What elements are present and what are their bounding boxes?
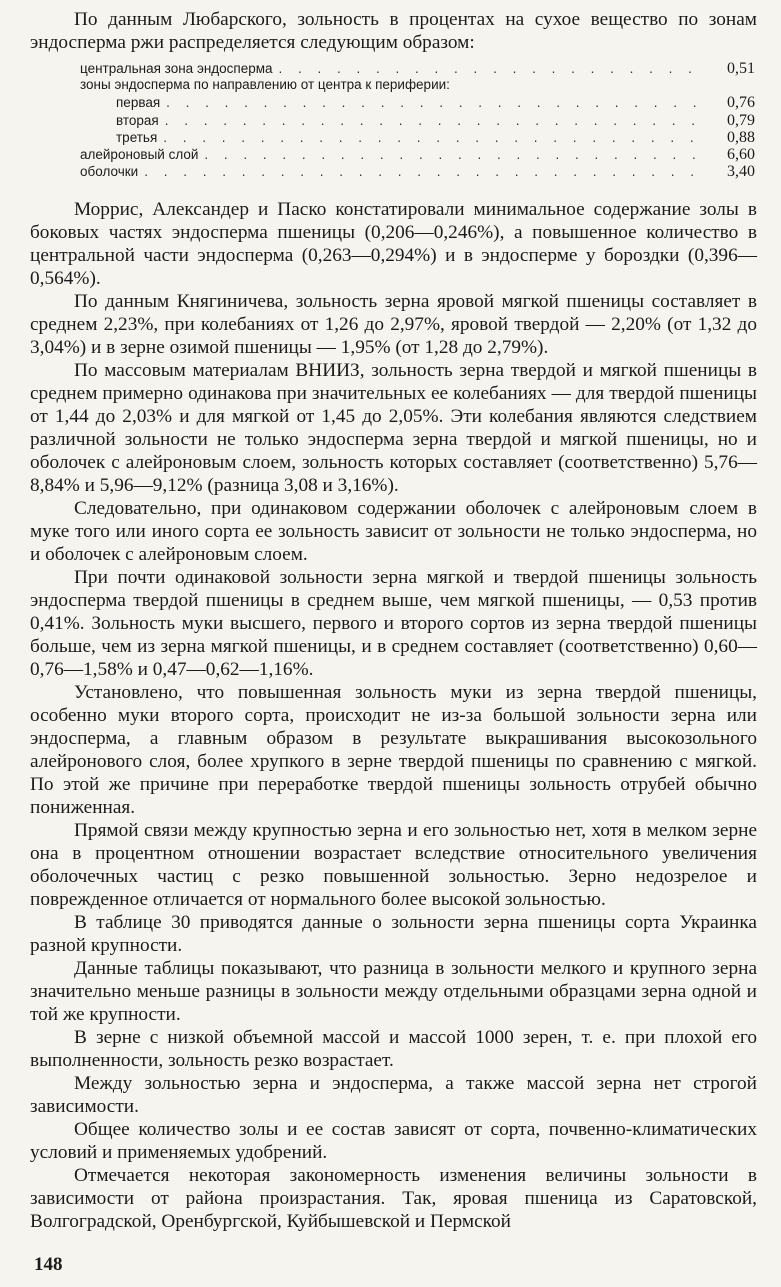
body-paragraph: В таблице 30 приводятся данные о зольности зерна пшеницы сорта Украинка разной крупности. xyxy=(30,912,757,957)
intro-paragraph: По данным Любарского, зольность в процентах на сухое вещество по зонам эндосперма ржи распределяется следующим образом: xyxy=(30,9,757,53)
ash-zones-list xyxy=(30,60,757,180)
ash-zone-label: оболочки xyxy=(80,164,139,180)
ash-zone-row xyxy=(80,77,755,94)
ash-zone-row xyxy=(80,60,755,77)
ash-zone-label: первая xyxy=(116,95,161,111)
dot-leader xyxy=(279,61,705,76)
ash-zone-label: вторая xyxy=(116,112,159,128)
dot-leader xyxy=(166,95,705,110)
body-paragraph: Данные таблицы показывают, что разница в зольности мелкого и крупного зерна значительно меньше разницы в зольности между отдельными образцами зерна одной и той же крупности. xyxy=(30,958,757,1026)
ash-zone-label: алейроновый слой xyxy=(80,146,199,162)
body-paragraph: Установлено, что повышенная зольность муки из зерна твердой пшеницы, особенно муки второго сорта, происходит не из-за большой зольности зерна или эндосперма, а главным образом в результате выкрашивания высокозольного алейронового слоя, более хрупкого в зерне твердой пшеницы по сравнению с мягкой. По этой же причине при переработке твердой пшеницы зольность отрубей обычно пониженная. xyxy=(30,682,757,819)
dot-leader xyxy=(165,113,705,128)
body-paragraph: Между зольностью зерна и эндосперма, а также массой зерна нет строгой зависимости. xyxy=(30,1073,757,1118)
ash-zone-row xyxy=(80,129,755,146)
ash-zone-label: центральная зона эндосперма xyxy=(80,61,273,76)
ash-zone-value: 0,76 xyxy=(727,94,755,112)
body-paragraph: Следовательно, при одинаковом содержании оболочек с алейроновым слоем в муке того или иного сорта ее зольность зависит от зольности не только эндосперма, но и оболочек с алейроновым слоем. xyxy=(30,498,757,566)
ash-zone-row xyxy=(80,163,755,180)
body-paragraph: Моррис, Александер и Паско констатировали минимальное содержание золы в боковых частях эндосперма пшеницы (0,206—0,246%), а повышенное количество в центральной части эндосперма (0,263—0,294%) и в эндосперме у бороздки (0,396—0,564%). xyxy=(30,199,757,290)
ash-zone-value: 0,51 xyxy=(727,60,755,77)
ash-zone-row xyxy=(80,112,755,129)
ash-zone-row xyxy=(80,94,755,111)
body-paragraph: Общее количество золы и ее состав зависят от сорта, почвенно-климатических условий и применяемых удобрений. xyxy=(30,1119,757,1164)
body-paragraph: Прямой связи между крупностью зерна и его зольностью нет, хотя в мелком зерне она в процентном отношении возрастает вследствие относительного увеличения оболочечных частиц с резко повышенной зольностью. Зерно недозрелое и поврежденное отличается от нормального более высокой зольностью. xyxy=(30,820,757,911)
dot-leader xyxy=(204,147,705,162)
ash-zone-value: 6,60 xyxy=(727,145,755,163)
dot-leader xyxy=(144,164,705,179)
body-text xyxy=(30,198,757,1233)
body-paragraph: Отмечается некоторая закономерность изменения величины зольности в зависимости от района произрастания. Так, яровая пшеница из Саратовской, Волгоградской, Оренбургской, Куйбышевской и Пермской xyxy=(30,1165,757,1233)
ash-zone-value: 0,79 xyxy=(727,111,755,129)
dot-leader xyxy=(163,130,705,145)
body-paragraph: По массовым материалам ВНИИЗ, зольность зерна твердой и мягкой пшеницы в среднем примерно одинакова при значительных ее колебаниях — для твердой пшеницы от 1,44 до 2,03% и для мягкой от 1,45 до 2,05%. Эти колебания являются следствием различной зольности не только эндосперма зерна твердой и мягкой пшеницы, но и оболочек с алейроновым слоем, зольность которых составляет (соответственно) 5,76—8,84% и 5,96—9,12% (разница 3,08 и 3,16%). xyxy=(30,360,757,497)
body-paragraph: По данным Княгиничева, зольность зерна яровой мягкой пшеницы составляет в среднем 2,23%, при колебаниях от 1,26 до 2,97%, яровой твердой — 2,20% (от 1,32 до 3,04%) и в зерне озимой пшеницы — 1,95% (от 1,28 до 2,79%). xyxy=(30,291,757,359)
page-number: 148 xyxy=(34,1254,63,1275)
ash-zone-row xyxy=(80,146,755,163)
body-paragraph: В зерне с низкой объемной массой и массой 1000 зерен, т. е. при плохой его выполненности, зольность резко возрастает. xyxy=(30,1027,757,1072)
ash-zone-label: третья xyxy=(116,129,158,145)
ash-zone-value: 3,40 xyxy=(727,163,755,181)
body-paragraph: При почти одинаковой зольности зерна мягкой и твердой пшеницы зольность эндосперма твердой пшеницы в среднем выше, чем мягкой пшеницы, — 0,53 против 0,41%. Зольность муки высшего, первого и второго сортов из зерна твердой пшеницы больше, чем из зерна мягкой пшеницы, и в среднем составляет (соответственно) 0,60—0,76—1,58% и 0,47—0,62—1,16%. xyxy=(30,567,757,681)
ash-zone-value: 0,88 xyxy=(727,128,755,146)
ash-zone-label: зоны эндосперма по направлению от центра к периферии: xyxy=(80,77,450,93)
